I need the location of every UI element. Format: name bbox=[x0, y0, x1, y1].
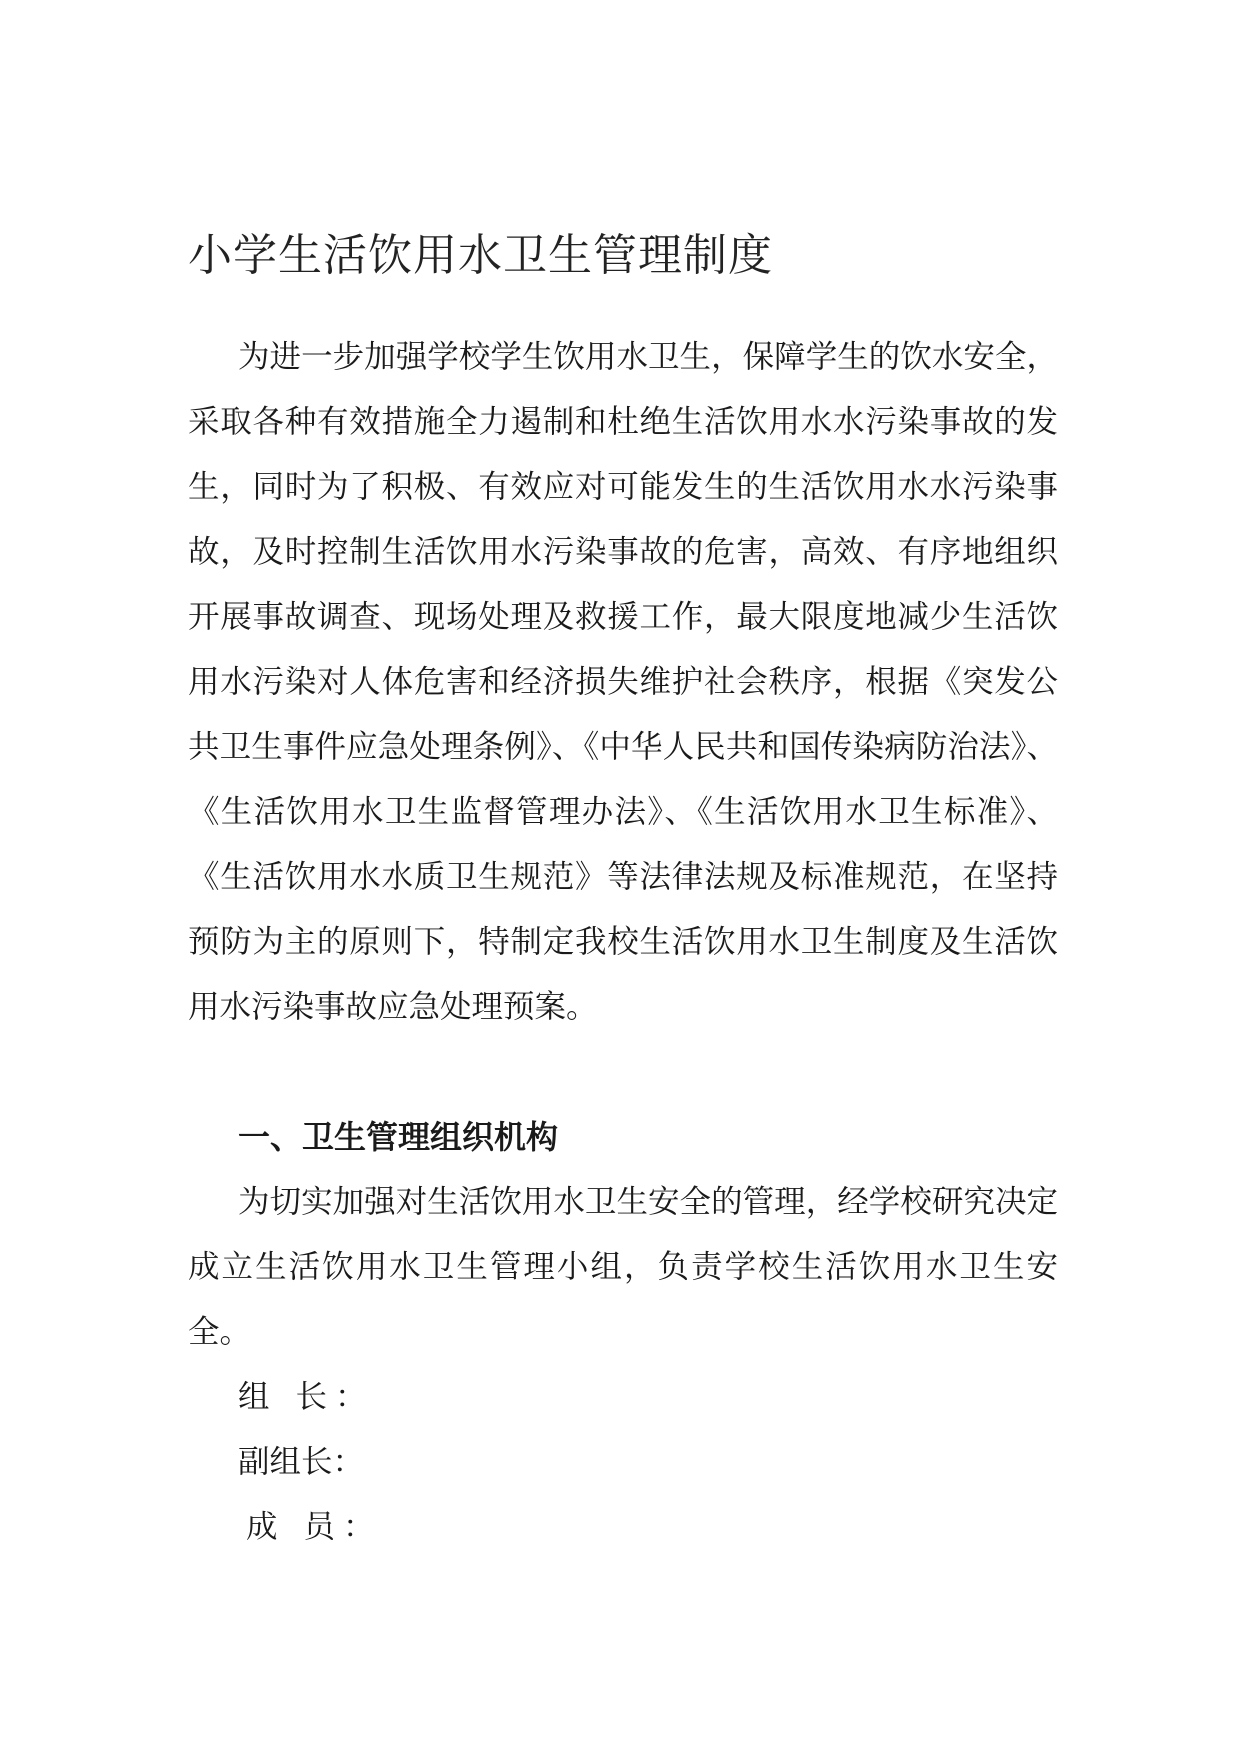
section-paragraph-organization: 为切实加强对生活饮用水卫生安全的管理，经学校研究决定成立生活饮用水卫生管理小组，负责学校生活饮用水卫生安全。 bbox=[188, 1184, 1058, 1350]
leader-label: 组 长： bbox=[238, 1379, 375, 1415]
intro-paragraph: 为进一步加强学校学生饮用水卫生，保障学生的饮水安全，采取各种有效措施全力遏制和杜绝生活饮用水水污染事故的发生，同时为了积极、有效应对可能发生的生活饮用水水污染事故，及时控制生活饮用水污染事故的危害，高效、有序地组织开展事故调查、现场处理及救援工作，最大限度地减少生活饮用水污染对人体危害和经济损失维护社会秩序，根据《突发公共卫生事件应急处理条例》、《中华人民共和国传染病防治法》、《生活饮用水卫生监督管理办法》、《生活饮用水卫生标准》、《生活饮用水水质卫生规范》等法律法规及标准规范，在坚持预防为主的原则下，特制定我校生活饮用水卫生制度及生活饮用水污染事故应急处理预案。 bbox=[188, 339, 1058, 1025]
vice-leader-label: 副组长： bbox=[238, 1444, 365, 1480]
members-label: 成 员： bbox=[246, 1509, 383, 1545]
document-title: 小学生活饮用水卫生管理制度 bbox=[188, 230, 773, 281]
section-heading-organization: 一、卫生管理组织机构 bbox=[238, 1118, 559, 1156]
